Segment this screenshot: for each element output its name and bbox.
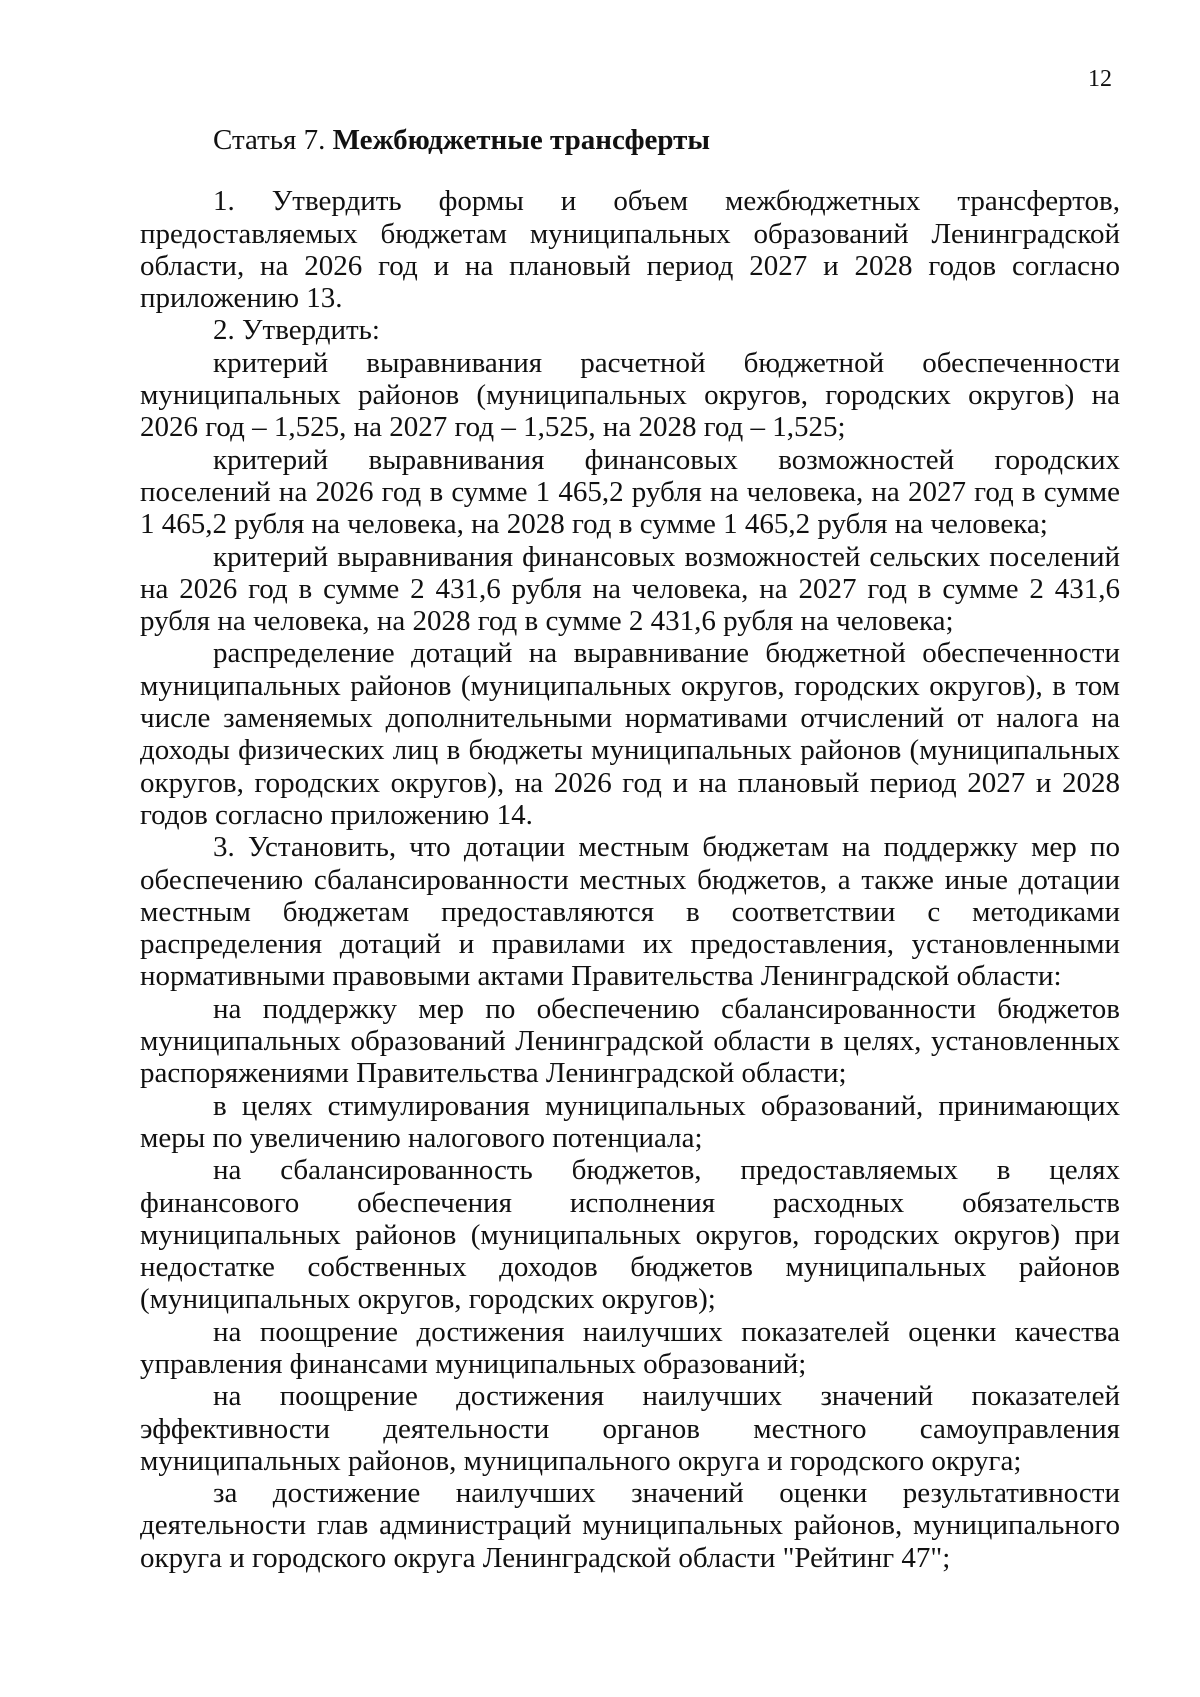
paragraph-criterion-budget: критерий выравнивания расчетной бюджетной обеспеченности муниципальных районов (муниципальных округов, городских округов) на 2026 год – 1,525, на 2027 год – 1,525, на 2028 год – 1,525; [140, 346, 1120, 444]
article-body [140, 124, 1120, 1574]
paragraph-balance-budgets: на сбалансированность бюджетов, предоставляемых в целях финансового обеспечения исполнения расходных обязательств муниципальных районов (муниципальных округов, городских округов) при недостатке собственных доходов бюджетов муниципальных районов (муниципальных округов, городских округов); [140, 1154, 1120, 1316]
paragraph-3: 3. Установить, что дотации местным бюджетам на поддержку мер по обеспечению сбалансированности местных бюджетов, а также иные дотации местным бюджетам предоставляются в соответствии с методиками распределения дотаций и правилами их предоставления, установленными нормативными правовыми актами Правительства Ленинградской области: [140, 831, 1120, 993]
paragraph-balance-support: на поддержку мер по обеспечению сбалансированности бюджетов муниципальных образований Ленинградской области в целях, установленных распоряжениями Правительства Ленинградской области; [140, 992, 1120, 1090]
paragraph-finance-quality: на поощрение достижения наилучших показателей оценки качества управления финансами муниципальных образований; [140, 1315, 1120, 1380]
paragraph-rating-47: за достижение наилучших значений оценки результативности деятельности глав администраций муниципальных районов, муниципального округа и городского округа Ленинградской области "Рейтинг 47"; [140, 1477, 1120, 1574]
paragraph-tax-potential: в целях стимулирования муниципальных образований, принимающих меры по увеличению налогового потенциала; [140, 1089, 1120, 1154]
paragraph-criterion-urban: критерий выравнивания финансовых возможностей городских поселений на 2026 год в сумме 1 465,2 рубля на человека, на 2027 год в сумме 1 465,2 рубля на человека, на 2028 год в сумме 1 465,2 рубля на человека; [140, 443, 1120, 541]
paragraph-1: 1. Утвердить формы и объем межбюджетных трансфертов, предоставляемых бюджетам муниципальных образований Ленинградской области, на 2026 год и на плановый период 2027 и 2028 годов согласно приложению 13. [140, 185, 1120, 315]
page-number: 12 [1088, 66, 1112, 92]
article-title: Межбюджетные трансферты [332, 124, 711, 156]
article-heading [140, 124, 1120, 156]
paragraph-distribution: распределение дотаций на выравнивание бюджетной обеспеченности муниципальных районов (муниципальных округов, городских округов), в том числе заменяемых дополнительными нормативами отчислений от налога на доходы физических лиц в бюджеты муниципальных районов (муниципальных округов, городских округов), на 2026 год и на плановый период 2027 и 2028 годов согласно приложению 14. [140, 637, 1120, 831]
paragraph-efficiency: на поощрение достижения наилучших значений показателей эффективности деятельности органов местного самоуправления муниципальных районов, муниципального округа и городского округа; [140, 1380, 1120, 1477]
article-label: Статья 7. [213, 124, 326, 156]
paragraph-2: 2. Утвердить: [213, 314, 380, 347]
paragraph-criterion-rural: критерий выравнивания финансовых возможностей сельских поселений на 2026 год в сумме 2 431,6 рубля на человека, на 2027 год в сумме 2 431,6 рубля на человека, на 2028 год в сумме 2 431,6 рубля на человека; [140, 540, 1120, 638]
